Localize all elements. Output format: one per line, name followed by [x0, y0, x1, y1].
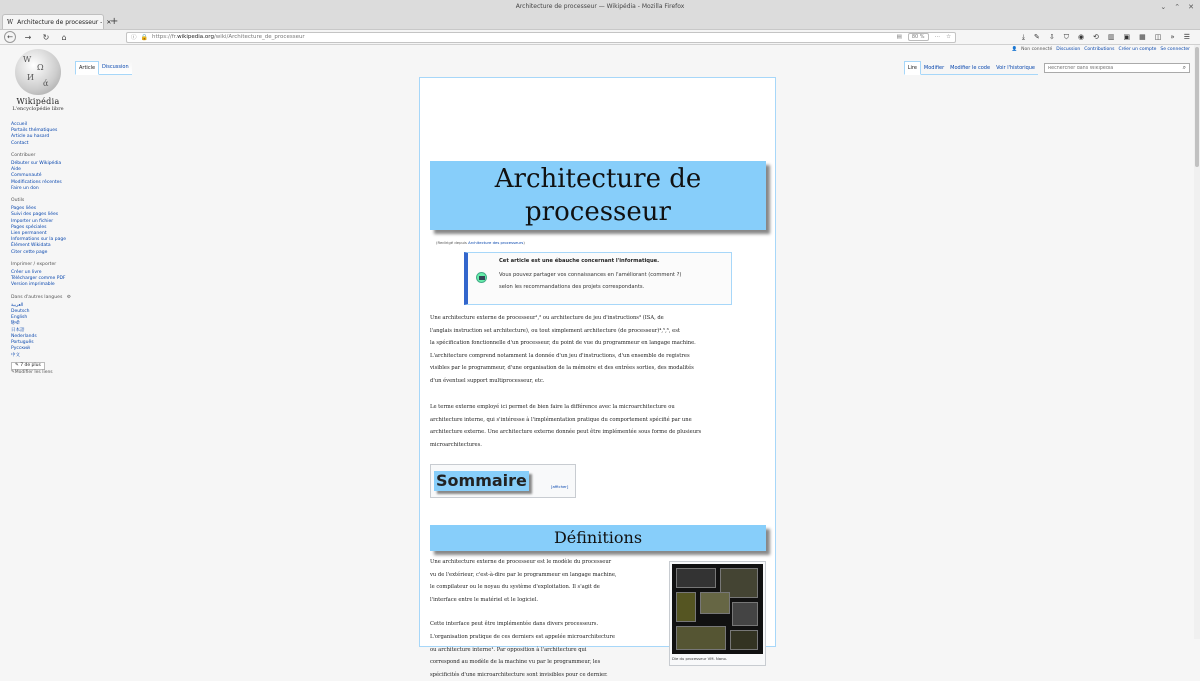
personal-tools	[1012, 47, 1190, 52]
tab-edit-source[interactable]: Modifier le code	[947, 62, 993, 75]
definition-line: spécificités d'une microarchitecture sont invisibles pour ce dernier.	[430, 671, 608, 678]
page-scrollbar[interactable]	[1194, 45, 1200, 639]
scrollbar-thumb[interactable]	[1195, 47, 1199, 167]
sidebar-tools-link[interactable]: Pages liées	[11, 206, 37, 212]
computer-icon	[476, 272, 487, 283]
talk-link[interactable]: Discussion	[1056, 47, 1081, 52]
sidebar	[11, 122, 71, 376]
paragraph-line: architecture interne, qui s'intéresse à l'implémentation pratique du comportement spécifié par une	[430, 416, 692, 423]
table-of-contents	[430, 464, 576, 498]
sidebar-nav-link[interactable]: Portails thématiques	[11, 128, 58, 134]
definition-line: Une architecture externe de processeur est le modèle du processeur	[430, 559, 612, 565]
stub-notice	[464, 252, 732, 305]
sidebar-tools-link[interactable]: Lien permanent	[11, 231, 47, 237]
sidebar-print-link[interactable]: Créer un livre	[11, 270, 42, 276]
create-account-link[interactable]: Créer un compte	[1118, 47, 1157, 52]
sidebar-tools-link[interactable]: Informations sur la page	[11, 237, 66, 243]
navigation-bar	[0, 30, 1200, 45]
sidebar-language-link[interactable]: العربية	[11, 302, 24, 308]
processor-die-image[interactable]	[672, 564, 763, 654]
logo-tagline: L'encyclopédie libre	[12, 106, 64, 112]
sidebar-nav	[11, 122, 71, 147]
sidebar-language-link[interactable]: Português	[11, 340, 34, 346]
sidebar-tools-link[interactable]: Suivi des pages liées	[11, 212, 59, 218]
sidebar-tools-link[interactable]: Citer cette page	[11, 249, 48, 255]
intro-paragraph	[430, 312, 768, 388]
toolbar-icons	[1022, 33, 1196, 42]
sidebar-tools	[11, 206, 71, 256]
page-title: Architecture de processeur	[430, 161, 766, 230]
bookmark-star-icon[interactable]: ☆	[946, 34, 951, 40]
window-controls	[1160, 0, 1194, 14]
languages-heading-label: Dans d'autres langues	[11, 294, 63, 300]
forward-button[interactable]: →	[24, 32, 32, 42]
sidebar-tools-link[interactable]: Pages spéciales	[11, 224, 47, 230]
sidebar-contribute	[11, 161, 71, 192]
intro-line: visibles par le programmeur, d'une organisation de la mémoire et des entrées sorties, des modalités	[430, 365, 694, 372]
edit-links-link[interactable]: ✎Modifier les liens	[11, 369, 53, 375]
tool-icon[interactable]: ✎	[1033, 32, 1040, 41]
back-button[interactable]: ←	[4, 31, 16, 43]
sync-icon[interactable]: ⟲	[1093, 32, 1099, 41]
logo-name: Wikipédia	[16, 97, 60, 106]
more-languages-button[interactable]: ✎ 7 de plus	[11, 362, 45, 370]
close-tab-icon[interactable]: ✕	[106, 18, 112, 26]
definition-line: l'interface entre le matériel et le logiciel.	[430, 596, 538, 603]
stub-line-2: Vous pouvez partager vos connaissances en l'améliorant (comment ?)	[499, 272, 682, 278]
definition-line: le compilateur ou le noyau du système d'exploitation. Il s'agit de	[430, 584, 600, 591]
contribute-heading: Contribuer	[11, 152, 36, 158]
extension-icon[interactable]: ◉	[1077, 32, 1085, 41]
lock-icon: 🔒	[140, 33, 148, 41]
sidebar-contribute-link[interactable]: Faire un don	[11, 185, 39, 191]
search-icon[interactable]: ⌕	[1182, 64, 1186, 71]
intro-line: L'architecture comprend notamment la donnée d'un jeu d'instructions, d'un ensemble de registres	[430, 352, 690, 359]
url-bar[interactable]	[126, 32, 956, 43]
languages-heading	[11, 295, 71, 301]
contributions-link[interactable]: Contributions	[1084, 47, 1115, 52]
tools-heading: Outils	[11, 198, 25, 204]
sidebar-tools-link[interactable]: Importer un fichier	[11, 218, 54, 224]
tab-read[interactable]: Lire	[904, 61, 921, 75]
window-titlebar	[0, 0, 1200, 14]
minimize-icon[interactable]: ⌄	[1160, 3, 1167, 11]
library-icon[interactable]: ▥	[1107, 32, 1115, 41]
overflow-icon[interactable]: »	[1170, 32, 1175, 41]
namespace-tabs	[75, 61, 132, 75]
redirect-link[interactable]: Architecture des processeurs	[468, 240, 524, 245]
definition-line: vu de l'extérieur, c'est-à-dire par le programmeur en langage machine,	[430, 571, 617, 578]
wikipedia-favicon-icon: W	[7, 18, 14, 26]
sidebar-language-link[interactable]: हिन्दी	[11, 321, 20, 327]
tab-title: Architecture de processeur -	[17, 18, 103, 26]
reader-view-icon[interactable]: ▤	[896, 34, 902, 40]
paragraph-line: architecture externe. Une architecture externe donnée peut être implémentée sous forme de plusieurs	[430, 429, 702, 436]
reload-icon[interactable]: ↻	[42, 32, 50, 42]
menu-icon[interactable]: ☰	[1183, 32, 1190, 41]
page-actions-icon[interactable]: ⋯	[934, 34, 941, 40]
screenshot-icon[interactable]: ▣	[1123, 32, 1131, 41]
intro-line: l'anglais instruction set architecture), ou tout simplement architecture (de processeur)⁴,⁵,⁶, est	[430, 327, 680, 334]
search-input[interactable]	[1048, 66, 1183, 71]
sidebar-contribute-link[interactable]: Aide	[11, 167, 21, 173]
definition-line: Cette interface peut être implémentée dans divers processeurs.	[430, 621, 599, 628]
sidebar-language-link[interactable]: Nederlands	[11, 333, 37, 339]
container-icon[interactable]: ▦	[1139, 32, 1146, 41]
sidebar-icon[interactable]: ◫	[1154, 32, 1162, 41]
close-window-icon[interactable]: ✕	[1188, 3, 1194, 11]
gear-icon[interactable]: ⚙	[66, 294, 71, 300]
sidebar-contribute-link[interactable]: Débuter sur Wikipédia	[11, 161, 62, 167]
page-body	[0, 45, 1200, 678]
home-icon[interactable]: ⌂	[61, 32, 67, 42]
intro-line: la spécification fonctionnelle d'un processeur, du point de vue du programmeur en langage machine.	[430, 340, 696, 347]
sidebar-language-link[interactable]: Русский	[11, 346, 30, 352]
view-tabs	[904, 61, 1190, 75]
tab-edit[interactable]: Modifier	[921, 62, 947, 75]
sidebar-print	[11, 270, 71, 289]
window-title: Architecture de processeur — Wikipédia - Mozilla Firefox	[515, 3, 685, 10]
stub-line-1: Cet article est une ébauche concernant l'informatique.	[499, 258, 660, 264]
print-heading: Imprimer / exporter	[11, 261, 57, 267]
globe-icon: W Ω И ά	[15, 49, 61, 95]
sidebar-nav-link[interactable]: Contact	[11, 140, 29, 146]
definitions-heading: Définitions	[430, 525, 766, 551]
definitions-text	[430, 556, 662, 681]
definition-line: ou architecture interne¹. Par opposition à l'architecture qui	[430, 646, 587, 653]
sidebar-language-link[interactable]: English	[11, 315, 28, 321]
redirect-note: (Redirigé depuis Architecture des processeurs)	[436, 240, 525, 245]
info-icon[interactable]: ⓘ	[131, 35, 137, 41]
wikipedia-logo[interactable]	[10, 49, 66, 112]
toc-title: Sommaire	[436, 471, 527, 490]
definition-line: correspond au modèle de la machine vu par le programmeur, les	[430, 659, 601, 666]
sidebar-language-link[interactable]: Deutsch	[11, 309, 30, 315]
sidebar-nav-link[interactable]: Article au hasard	[11, 134, 50, 140]
definition-line: L'organisation pratique de ces derniers est appelée microarchitecture	[430, 633, 615, 640]
thumbnail-caption: Die du processeur VM. Nano.	[672, 656, 727, 661]
sidebar-language-link[interactable]: 中文	[11, 352, 20, 358]
sidebar-print-link[interactable]: Version imprimable	[11, 282, 55, 288]
save-icon[interactable]: ⇩	[1048, 32, 1055, 41]
tab-history[interactable]: Voir l'historique	[993, 62, 1038, 75]
sidebar-languages	[11, 303, 71, 359]
sidebar-nav-link[interactable]: Accueil	[11, 122, 28, 127]
tab-discussion[interactable]: Discussion	[99, 61, 132, 75]
sidebar-contribute-link[interactable]: Communauté	[11, 173, 42, 179]
login-link[interactable]: Se connecter	[1160, 47, 1190, 52]
tab-article[interactable]: Article	[75, 61, 99, 75]
not-logged-in: Non connecté	[1021, 47, 1053, 52]
user-icon: 👤	[1011, 47, 1018, 52]
search-box	[1044, 63, 1190, 73]
sidebar-language-link[interactable]: 日本語	[11, 327, 25, 333]
sidebar-print-link[interactable]: Télécharger comme PDF	[11, 276, 66, 282]
maximize-icon[interactable]: ⌃	[1174, 3, 1181, 11]
stub-line-3: selon les recommandations des projets correspondants.	[499, 284, 645, 290]
paragraph-line: microarchitectures.	[430, 441, 482, 448]
toc-toggle[interactable]: [afficher]	[551, 484, 569, 489]
download-icon[interactable]: ⤓	[1021, 32, 1025, 41]
paragraph-line: Le terme externe employé ici permet de bien faire la différence avec la microarchitecture ou	[430, 404, 675, 410]
url-text: https://fr.wikipedia.org/wiki/Architecture_de_processeur	[152, 34, 305, 40]
article-content	[419, 77, 776, 678]
intro-line: Une architecture externe de processeur¹,² ou architecture de jeu d'instructions³ (ISA, de	[430, 315, 664, 321]
sidebar-tools-link[interactable]: Élément Wikidata	[11, 243, 51, 249]
sidebar-contribute-link[interactable]: Modifications récentes	[11, 179, 62, 185]
second-paragraph	[430, 401, 768, 451]
processor-die-thumbnail[interactable]	[669, 561, 766, 666]
tab-bar	[0, 14, 1200, 30]
browser-tab[interactable]	[2, 14, 112, 29]
new-tab-button[interactable]: +	[110, 16, 119, 27]
zoom-level[interactable]: 80 %	[908, 33, 929, 41]
shield-icon[interactable]: ⛉	[1063, 32, 1069, 41]
intro-line: d'un éventuel support multiprocesseur, etc.	[430, 377, 545, 384]
